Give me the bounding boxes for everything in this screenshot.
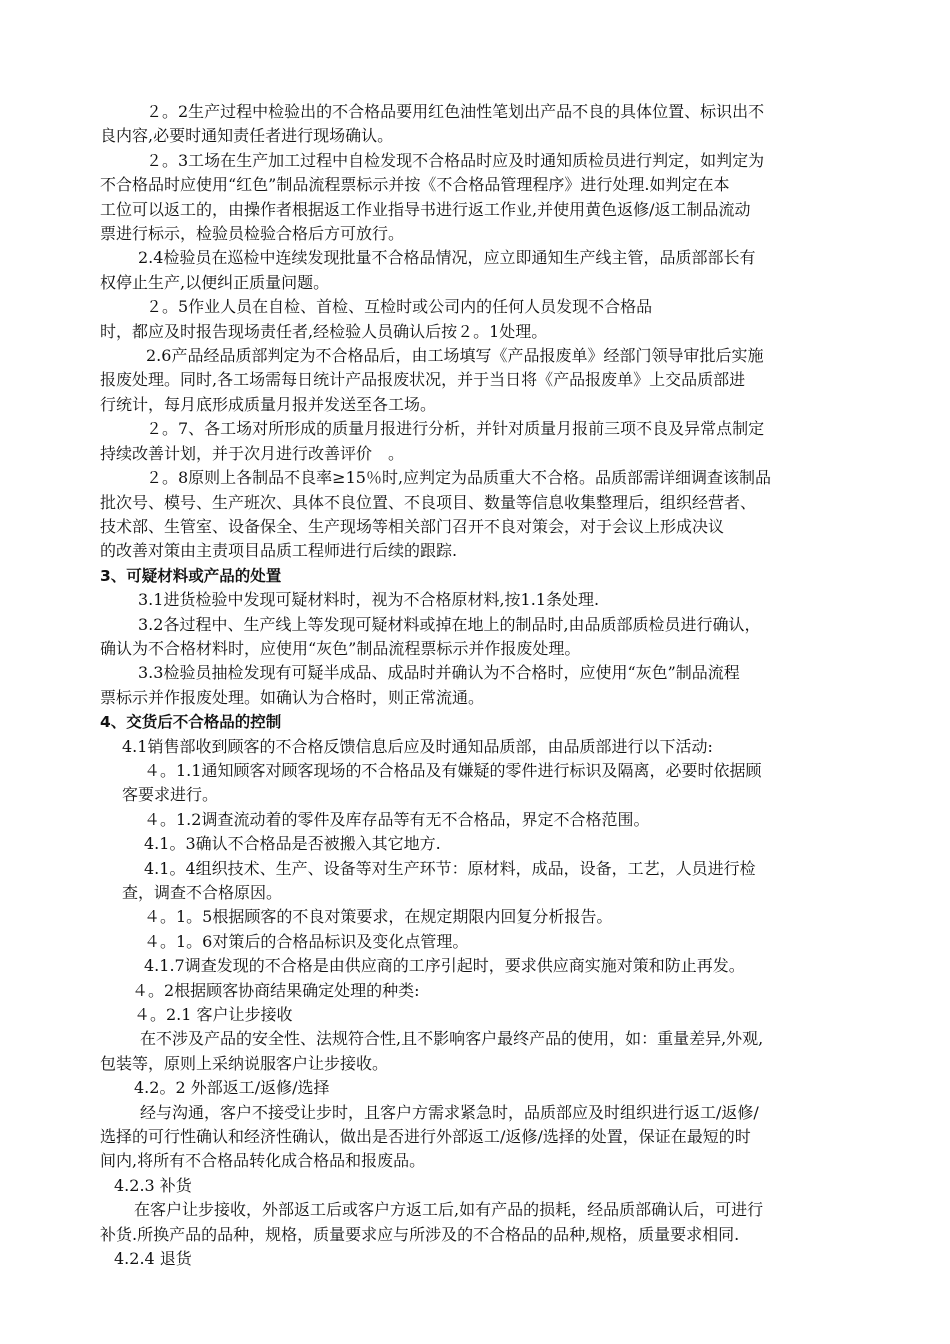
text-line: 3.1进货检验中发现可疑材料时，视为不合格原材料,按1.1条处理. (138, 590, 600, 610)
paragraph-4-2-3 (100, 1198, 895, 1247)
text-line: 查，调查不合格原因。 (122, 883, 283, 902)
heading-section-4: 4、交货后不合格品的控制 (100, 713, 282, 732)
text-line: 时，都应及时报告现场责任者,经检验人员确认后按２。1处理。 (100, 321, 548, 341)
paragraph-2-6 (100, 344, 895, 417)
text-line: 确认为不合格材料时，应使用“灰色”制品流程票标示并作报废处理。 (100, 638, 581, 658)
text-line: 批次号、模号、生产班次、具体不良位置、不良项目、数量等信息收集整理后，组织经营者、 (100, 492, 757, 512)
heading-section-3: 3、可疑材料或产品的处置 (100, 566, 282, 585)
text-line: ４。1。6对策后的合格品标识及变化点管理。 (144, 931, 469, 951)
paragraph-4-1-2 (100, 808, 895, 832)
text-line: ４。1.1通知顾客对顾客现场的不合格品及有嫌疑的零件进行标识及隔离，必要时依据顾 (144, 760, 762, 780)
text-line: 4.1.7调查发现的不合格是由供应商的工序引起时，要求供应商实施对策和防止再发。 (144, 956, 745, 976)
text-line: 的改善对策由主责项目品质工程师进行后续的跟踪. (100, 541, 458, 561)
text-line: 在客户让步接收，外部返工后或客户方返工后,如有产品的损耗，经品质部确认后，可进行 (134, 1200, 764, 1220)
paragraph-3-3 (100, 661, 895, 710)
text-line: 票进行标示，检验员检验合格后方可放行。 (100, 224, 405, 244)
text-line: ２。2生产过程中检验出的不合格品要用红色油性笔划出产品不良的具体位置、标识出不 (146, 102, 765, 121)
text-line: ２。3工场在生产加工过程中自检发现不合格品时应及时通知质检员进行判定，如判定为 (146, 150, 765, 170)
paragraph-2-3 (100, 149, 895, 247)
text-line: ４。1.2调查流动着的零件及库存品等有无不合格品，界定不合格范围。 (144, 809, 650, 829)
text-line: ２。8原则上各制品不良率≥15％时,应判定为品质重大不合格。品质部需详细调查该制品 (146, 468, 772, 488)
paragraph-4-1-3 (100, 832, 895, 856)
paragraph-4-2-2 (100, 1101, 895, 1174)
text-line: 票标示并作报废处理。如确认为合格时，则正常流通。 (100, 687, 485, 707)
text-line: 报废处理。同时,各工场需每日统计产品报废状况，并于当日将《产品报废单》上交品质部进 (100, 370, 746, 390)
text-line: ４。1。5根据顾客的不良对策要求，在规定期限内回复分析报告。 (144, 907, 613, 927)
paragraph-3-1 (100, 588, 895, 612)
paragraph-4-2-1 (100, 1027, 895, 1076)
text-line: 客要求进行。 (122, 785, 219, 805)
text-line: 4.1。3确认不合格品是否被搬入其它地方. (144, 834, 441, 854)
text-line: 4.1销售部收到顾客的不合格反馈信息后应及时通知品质部，由品质部进行以下活动: (122, 736, 713, 756)
text-line: 2.4检验员在巡检中连续发现批量不合格品情况，应立即通知生产线主管，品质部部长有 (138, 248, 756, 268)
paragraph-2-2 (100, 100, 895, 149)
paragraph-4-1-7 (100, 954, 895, 978)
text-line: 2.6产品经品质部判定为不合格品后，由工场填写《产品报废单》经部门领导审批后实施 (146, 346, 764, 366)
paragraph-3-2 (100, 613, 895, 662)
paragraph-4-1-4 (100, 857, 895, 906)
text-line: 4.1。4组织技术、生产、设备等对生产环节：原材料，成品，设备，工艺，人员进行检 (144, 858, 756, 878)
paragraph-4-1-5 (100, 905, 895, 929)
subheading-4-2-2: 4.2。2 外部返工/返修/选择 (134, 1078, 330, 1098)
text-line: 行统计，每月底形成质量月报并发送至各工场。 (100, 394, 437, 414)
text-line: 权停止生产,以便纠正质量问题。 (100, 272, 330, 292)
text-line: 不合格品时应使用“红色”制品流程票标示并按《不合格品管理程序》进行处理.如判定在本 (100, 175, 730, 195)
document-body (100, 100, 895, 1272)
text-line: 间内,将所有不合格品转化成合格品和报废品。 (100, 1151, 426, 1171)
text-line: 补货.所换产品的品种，规格，质量要求应与所涉及的不合格品的品种,规格，质量要求相同. (100, 1224, 740, 1244)
subheading-4-2-3: 4.2.3 补货 (114, 1175, 192, 1195)
text-line: 包装等，原则上采纳说服客户让步接收。 (100, 1053, 389, 1073)
subheading-4-2-4: 4.2.4 退货 (114, 1249, 192, 1269)
text-line: ２。5作业人员在自检、首检、互检时或公司内的任何人员发现不合格品 (146, 297, 653, 317)
text-line: 技术部、生管室、设备保全、生产现场等相关部门召开不良对策会，对于会议上形成决议 (100, 516, 725, 536)
text-line: ４。2根据顾客协商结果确定处理的种类: (132, 980, 420, 1000)
paragraph-2-5 (100, 295, 895, 344)
text-line: ２。7、各工场对所形成的质量月报进行分析，并针对质量月报前三项不良及异常点制定 (146, 419, 765, 439)
text-line: 3.2各过程中、生产线上等发现可疑材料或掉在地上的制品时,由品质部质检员进行确认， (138, 614, 761, 634)
text-line: 持续改善计划，并于次月进行改善评价 。 (100, 443, 405, 463)
text-line: 在不涉及产品的安全性、法规符合性,且不影响客户最终产品的使用，如：重量差异,外观, (140, 1029, 764, 1049)
paragraph-4-1 (100, 735, 895, 759)
text-line: 3.3检验员抽检发现有可疑半成品、成品时并确认为不合格时，应使用“灰色”制品流程 (138, 663, 740, 683)
paragraph-2-8 (100, 466, 895, 564)
paragraph-4-2 (100, 979, 895, 1003)
text-line: 工位可以返工的，由操作者根据返工作业指导书进行返工作业,并使用黄色返修/返工制品流动 (100, 199, 751, 219)
subheading-4-2-1: ４。2.1 客户让步接收 (134, 1005, 293, 1025)
text-line: 良内容,必要时通知责任者进行现场确认。 (100, 126, 394, 146)
paragraph-4-1-1 (100, 759, 895, 808)
paragraph-2-7 (100, 417, 895, 466)
paragraph-2-4 (100, 246, 895, 295)
paragraph-4-1-6 (100, 930, 895, 954)
text-line: 经与沟通，客户不接受让步时，且客户方需求紧急时，品质部应及时组织进行返工/返修/ (140, 1102, 759, 1122)
text-line: 选择的可行性确认和经济性确认，做出是否进行外部返工/返修/选择的处置，保证在最短的时 (100, 1127, 751, 1147)
